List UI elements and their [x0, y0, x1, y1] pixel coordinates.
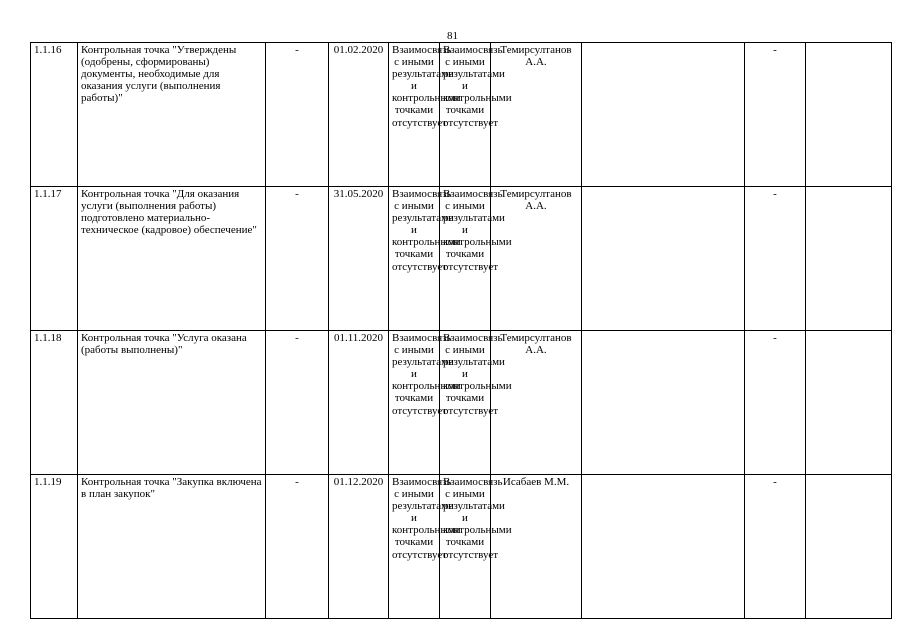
- empty-cell: [582, 43, 745, 187]
- responsible-person: Темирсултанов А.А.: [491, 43, 582, 187]
- relation-cell: Взаимосвязь с иными результатами и контрольными точками отсутствует: [389, 187, 440, 331]
- page-number: 81: [447, 30, 458, 42]
- row-number: 1.1.17: [31, 187, 78, 331]
- cell-dash: -: [745, 187, 806, 331]
- responsible-person: Темирсултанов А.А.: [491, 331, 582, 475]
- control-point-name: Контрольная точка "Закупка включена в план закупок": [78, 475, 266, 619]
- cell-dash: -: [266, 331, 329, 475]
- relation-cell: Взаимосвязь с иными результатами и контрольными точками отсутствует: [389, 475, 440, 619]
- deadline-date: 01.12.2020: [329, 475, 389, 619]
- relation-cell: Взаимосвязь с иными результатами и контрольными точками отсутствует: [440, 331, 491, 475]
- cell-dash: -: [745, 43, 806, 187]
- relation-cell: Взаимосвязь с иными результатами и контрольными точками отсутствует: [440, 187, 491, 331]
- relation-cell: Взаимосвязь с иными результатами и контрольными точками отсутствует: [389, 43, 440, 187]
- control-point-name: Контрольная точка "Для оказания услуги (выполнения работы) подготовлено материально-техническое (кадровое) обеспечение": [78, 187, 266, 331]
- cell-dash: -: [745, 331, 806, 475]
- cell-dash: -: [266, 475, 329, 619]
- empty-cell: [806, 475, 892, 619]
- deadline-date: 01.11.2020: [329, 331, 389, 475]
- cell-dash: -: [745, 475, 806, 619]
- row-number: 1.1.19: [31, 475, 78, 619]
- cell-dash: -: [266, 43, 329, 187]
- row-number: 1.1.16: [31, 43, 78, 187]
- empty-cell: [806, 187, 892, 331]
- relation-cell: Взаимосвязь с иными результатами и контрольными точками отсутствует: [440, 475, 491, 619]
- table-row: [31, 187, 892, 331]
- table-row: [31, 43, 892, 187]
- cell-dash: -: [266, 187, 329, 331]
- deadline-date: 31.05.2020: [329, 187, 389, 331]
- table-row: [31, 475, 892, 619]
- control-point-name: Контрольная точка "Услуга оказана (работы выполнены)": [78, 331, 266, 475]
- deadline-date: 01.02.2020: [329, 43, 389, 187]
- relation-cell: Взаимосвязь с иными результатами и контрольными точками отсутствует: [389, 331, 440, 475]
- control-point-name: Контрольная точка "Утверждены (одобрены, сформированы) документы, необходимые для оказания услуги (выполнения работы)": [78, 43, 266, 187]
- empty-cell: [806, 43, 892, 187]
- empty-cell: [806, 331, 892, 475]
- responsible-person: Исабаев М.М.: [491, 475, 582, 619]
- empty-cell: [582, 475, 745, 619]
- empty-cell: [582, 331, 745, 475]
- relation-cell: Взаимосвязь с иными результатами и контрольными точками отсутствует: [440, 43, 491, 187]
- empty-cell: [582, 187, 745, 331]
- control-points-table: [30, 42, 892, 619]
- row-number: 1.1.18: [31, 331, 78, 475]
- table-row: [31, 331, 892, 475]
- responsible-person: Темирсултанов А.А.: [491, 187, 582, 331]
